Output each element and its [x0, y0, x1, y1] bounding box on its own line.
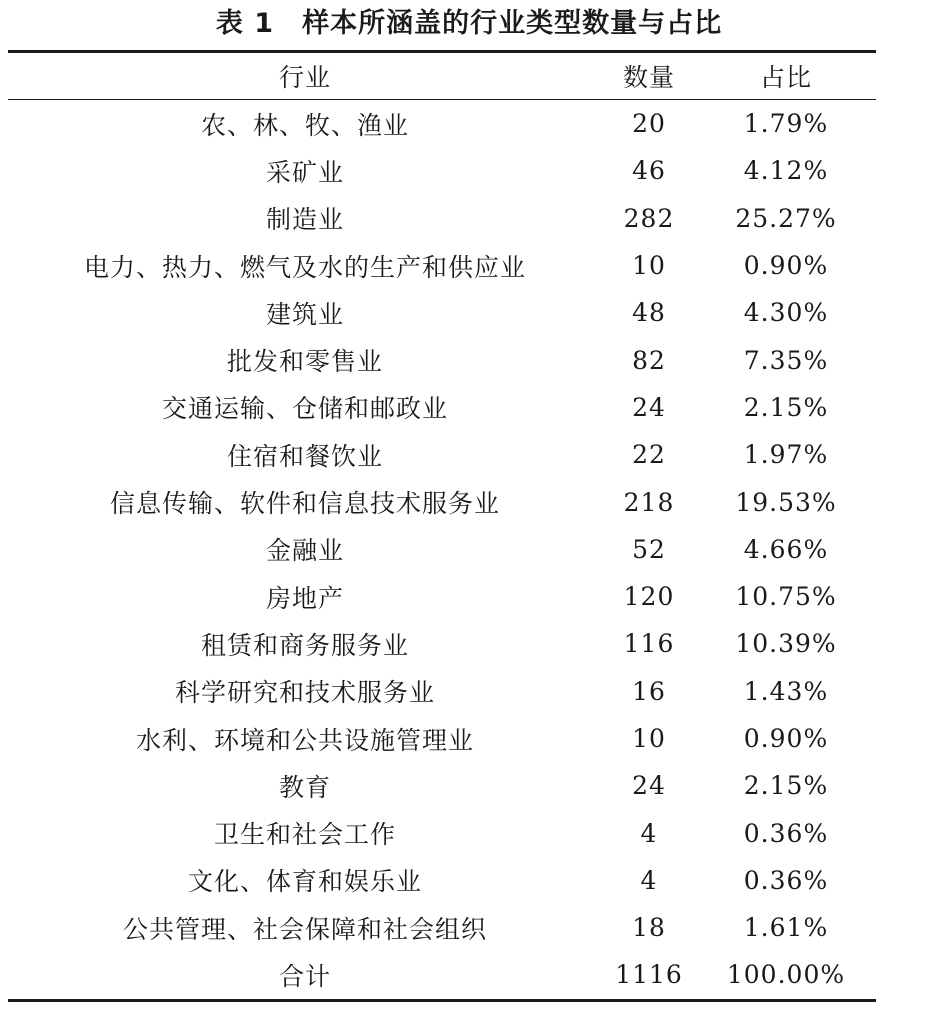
header-share: 占比 — [759, 63, 812, 92]
count-cell: 4 — [640, 865, 658, 895]
table-row — [8, 762, 876, 809]
count-cell: 116 — [623, 629, 675, 659]
table-row — [8, 195, 876, 242]
industry-cell: 批发和零售业 — [226, 347, 383, 377]
share-cell: 0.36% — [743, 818, 829, 848]
table-row — [8, 289, 876, 336]
share-cell: 1.61% — [743, 913, 829, 943]
industry-cell: 科学研究和技术服务业 — [174, 678, 435, 708]
share-cell: 1.97% — [743, 440, 829, 470]
share-cell: 0.36% — [743, 865, 829, 895]
header-count: 数量 — [622, 63, 675, 92]
count-cell: 48 — [632, 298, 666, 328]
count-cell: 52 — [632, 534, 666, 564]
industry-cell: 公共管理、社会保障和社会组织 — [122, 914, 487, 944]
table-row — [8, 431, 876, 478]
table-row — [8, 809, 876, 856]
table-row — [8, 715, 876, 762]
table-row — [8, 336, 876, 383]
share-cell: 10.75% — [735, 582, 837, 612]
table-title: 样本所涵盖的行业类型数量与占比 — [302, 8, 723, 39]
industry-table — [8, 50, 876, 1002]
table-row — [8, 951, 876, 998]
table-row — [8, 620, 876, 667]
table-row — [8, 242, 876, 289]
industry-cell: 建筑业 — [265, 299, 344, 329]
table-number: 表 1 — [215, 8, 275, 39]
share-cell: 0.90% — [743, 251, 829, 281]
share-cell: 100.00% — [726, 960, 846, 990]
industry-cell: 信息传输、软件和信息技术服务业 — [109, 489, 500, 519]
share-cell: 25.27% — [735, 203, 837, 233]
share-cell: 1.43% — [743, 676, 829, 706]
count-cell: 20 — [632, 109, 666, 139]
table-caption — [0, 6, 938, 42]
table-row — [8, 147, 876, 194]
industry-cell: 住宿和餐饮业 — [226, 441, 383, 471]
share-cell: 10.39% — [735, 629, 837, 659]
share-cell: 19.53% — [735, 487, 837, 517]
count-cell: 16 — [632, 676, 666, 706]
share-cell: 4.66% — [743, 534, 829, 564]
count-cell: 18 — [632, 913, 666, 943]
industry-cell: 租赁和商务服务业 — [200, 630, 409, 660]
industry-cell: 制造业 — [265, 205, 344, 235]
count-cell: 82 — [632, 345, 666, 375]
industry-cell: 水利、环境和公共设施管理业 — [135, 725, 474, 755]
industry-cell: 合计 — [278, 961, 331, 991]
count-cell: 282 — [623, 203, 675, 233]
share-cell: 4.12% — [743, 156, 829, 186]
count-cell: 218 — [623, 487, 675, 517]
count-cell: 120 — [623, 582, 675, 612]
count-cell: 24 — [632, 771, 666, 801]
table-row — [8, 478, 876, 525]
industry-cell: 卫生和社会工作 — [213, 820, 396, 850]
share-cell: 4.30% — [743, 298, 829, 328]
table-row — [8, 526, 876, 573]
count-cell: 4 — [640, 818, 658, 848]
header-industry: 行业 — [278, 63, 331, 92]
industry-cell: 电力、热力、燃气及水的生产和供应业 — [83, 252, 526, 282]
count-cell: 24 — [632, 392, 666, 422]
table-row — [8, 857, 876, 904]
count-cell: 10 — [632, 724, 666, 753]
industry-cell: 采矿业 — [265, 157, 344, 187]
share-cell: 2.15% — [743, 771, 829, 801]
share-cell: 1.79% — [743, 109, 829, 139]
share-cell: 7.35% — [743, 345, 829, 375]
table-body — [8, 100, 876, 999]
industry-cell: 房地产 — [265, 583, 344, 613]
industry-cell: 文化、体育和娱乐业 — [187, 867, 422, 897]
industry-cell: 交通运输、仓储和邮政业 — [161, 394, 448, 424]
count-cell: 1116 — [615, 960, 683, 990]
table-row — [8, 100, 876, 147]
table-header-row — [8, 53, 876, 99]
table-row — [8, 384, 876, 431]
table-row — [8, 668, 876, 715]
industry-cell: 农、林、牧、渔业 — [200, 110, 409, 140]
table-row — [8, 904, 876, 951]
count-cell: 10 — [632, 251, 666, 281]
industry-cell: 教育 — [278, 772, 331, 802]
bottom-rule — [8, 999, 876, 1002]
share-cell: 0.90% — [743, 724, 829, 753]
count-cell: 22 — [632, 440, 666, 470]
industry-cell: 金融业 — [265, 536, 344, 566]
count-cell: 46 — [632, 156, 666, 186]
table-row — [8, 573, 876, 620]
share-cell: 2.15% — [743, 392, 829, 422]
